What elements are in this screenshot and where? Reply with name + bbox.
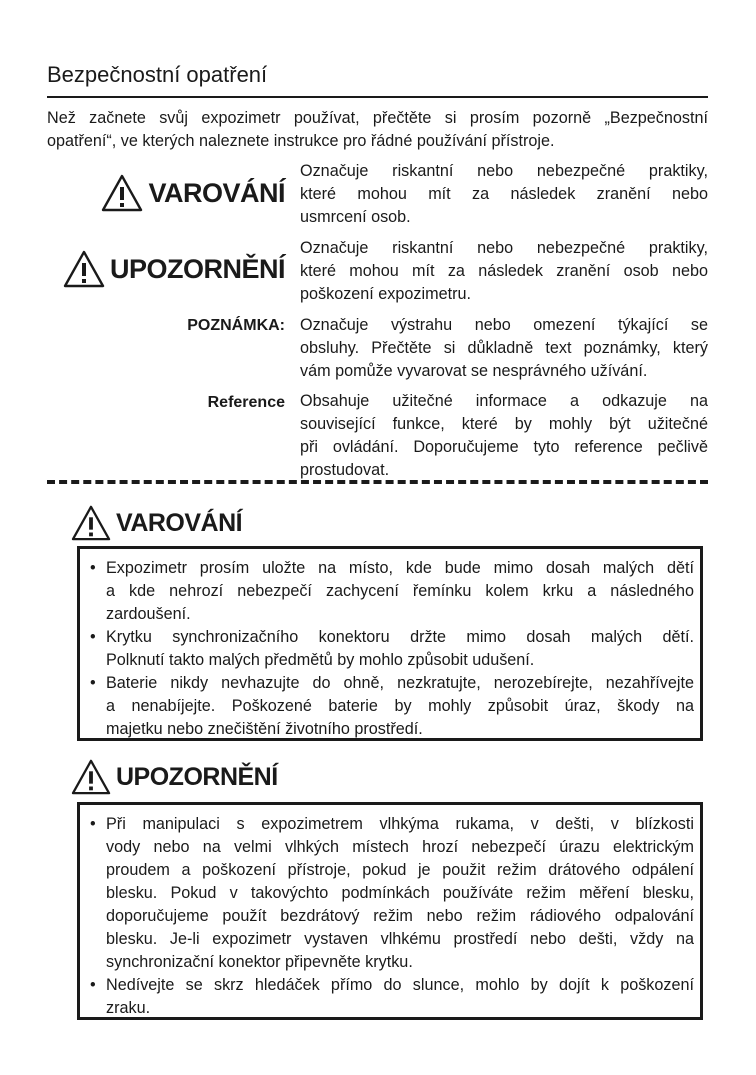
upozorneni-label-text: UPOZORNĚNÍ [109, 253, 285, 284]
legend-upozorneni [30, 237, 708, 309]
desc-line: které mohou mít za následek zranění osob nebo [300, 262, 708, 280]
item-line: • Baterie nikdy nevhazujte do ohně, nezkratujte, nerozebírejte, nezahřívejte [106, 674, 694, 692]
item-line: • Expozimetr prosím uložte na místo, kde bude mimo dosah malých dětí [106, 559, 694, 577]
desc-line: vám pomůže vyvarovat se nesprávného užívání. [300, 362, 648, 380]
item-line: proudem a poškození přístroje, pokud je použit režim drátového odpálení [106, 861, 694, 879]
item-line: vody nebo na velmi vlhkých místech hrozí nebezpečí úrazu elektrickým [106, 838, 694, 856]
list-item [88, 813, 694, 974]
warning-triangle-icon [62, 249, 106, 289]
warning-triangle-icon [70, 504, 112, 542]
desc-line: Označuje riskantní nebo nebezpečné praktiky, [300, 239, 708, 257]
reference-label-text: Reference [207, 394, 285, 411]
legend-reference [30, 390, 708, 484]
warning-triangle-icon [100, 173, 144, 213]
item-line: blesku. Pokud v takovýchto podmínkách používáte režim měření blesku, [106, 884, 694, 902]
intro-line: Než začnete svůj expozimetr používat, přečtěte si prosím pozorně „Bezpečnostní [47, 109, 708, 127]
legend-poznamka [30, 314, 708, 386]
desc-line: které mohou mít za následek zranění nebo [300, 185, 708, 203]
varovani-label-text: VAROVÁNÍ [148, 177, 285, 208]
caution-section-title: UPOZORNĚNÍ [116, 762, 278, 791]
legend-varovani-desc [300, 160, 708, 229]
item-line: majetku nebo znečištění životního prostředí. [106, 720, 423, 738]
item-line: a kde nehrozí nebezpečí zachycení řemínku kolem krku a následného [106, 582, 694, 600]
item-line: • Při manipulaci s expozimetrem vlhkýma rukama, v dešti, v blízkosti [106, 815, 694, 833]
warning-box [77, 546, 703, 741]
desc-line: při ovládání. Doporučujeme tyto reference pečlivě [300, 438, 708, 456]
list-item [88, 974, 694, 1020]
legend-varovani [30, 160, 708, 232]
desc-line: Označuje výstrahu nebo omezení týkající se [300, 316, 708, 334]
item-line: • Nedívejte se skrz hledáček přímo do slunce, mohlo by dojít k poškození [106, 976, 694, 994]
item-line: Polknutí takto malých předmětů by mohlo způsobit udušení. [106, 651, 535, 669]
desc-line: poškození expozimetru. [300, 285, 471, 303]
item-line: doporučujeme použít bezdrátový režim nebo režim rádiového odpalování [106, 907, 694, 925]
desc-line: Obsahuje užitečné informace a odkazuje na [300, 392, 708, 410]
intro-line: opatření“, ve kterých naleznete instrukce pro řádné používání přístroje. [47, 132, 555, 150]
desc-line: obsluhy. Přečtěte si důkladně text poznámky, který [300, 339, 708, 357]
desc-line: prostudovat. [300, 461, 390, 479]
legend-varovani-label [100, 173, 285, 213]
item-line: blesku. Je-li expozimetr vystaven vlhkému prostředí nebo dešti, vždy na [106, 930, 694, 948]
item-line: a nenabíjejte. Poškozené baterie by mohly způsobit úraz, škody na [106, 697, 694, 715]
list-item [88, 626, 694, 672]
item-line: zraku. [106, 999, 151, 1017]
poznamka-label-text: POZNÁMKA: [187, 317, 285, 334]
legend-reference-label [208, 394, 285, 412]
legend-poznamka-desc [300, 314, 708, 383]
desc-line: usmrcení osob. [300, 208, 411, 226]
item-line: synchronizační konektor připevněte krytku. [106, 953, 413, 971]
dashed-divider [47, 480, 708, 484]
desc-line: související funkce, které by mohly být užitečné [300, 415, 708, 433]
list-item [88, 672, 694, 741]
title-divider [47, 96, 708, 98]
intro-paragraph [47, 107, 708, 153]
item-line: • Krytku synchronizačního konektoru držte mimo dosah malých dětí. [106, 628, 694, 646]
page-title: Bezpečnostní opatření [47, 62, 268, 87]
legend-upozorneni-label [62, 249, 285, 289]
caution-section-heading [70, 758, 278, 796]
caution-list [88, 813, 694, 1020]
legend-reference-desc [300, 390, 708, 482]
warning-section-title: VAROVÁNÍ [116, 508, 243, 537]
warning-section-heading [70, 504, 242, 542]
warning-list [88, 557, 694, 741]
list-item [88, 557, 694, 626]
legend-upozorneni-desc [300, 237, 708, 306]
legend-poznamka-label [187, 317, 285, 335]
warning-triangle-icon [70, 758, 112, 796]
item-line: zardoušení. [106, 605, 191, 623]
desc-line: Označuje riskantní nebo nebezpečné praktiky, [300, 162, 708, 180]
caution-box [77, 802, 703, 1020]
